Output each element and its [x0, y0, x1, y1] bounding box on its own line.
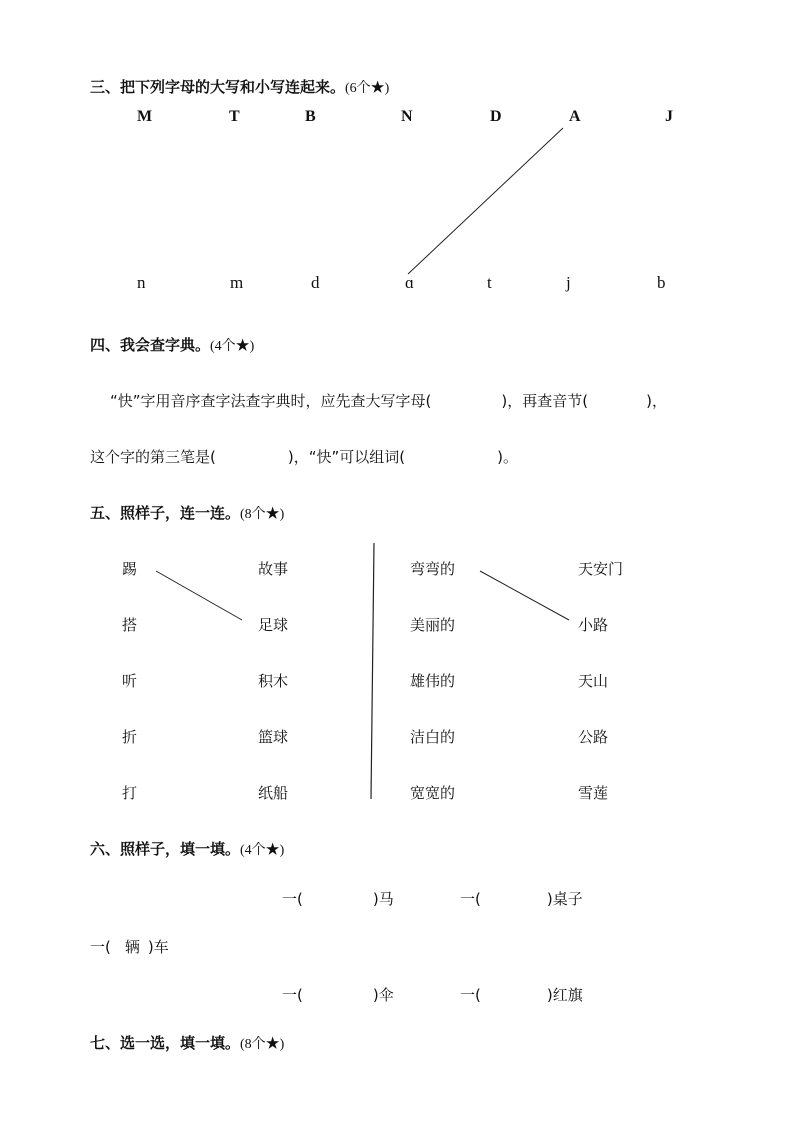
dictionary-line2-part-a: 这个字的第三笔是(	[90, 448, 216, 466]
upper-letter-d: D	[490, 108, 502, 125]
verb-item: 听	[122, 672, 138, 690]
verb-item: 打	[122, 784, 138, 802]
section4-title: 四、我会查字典。	[90, 336, 211, 354]
adjective-item: 洁白的	[410, 728, 456, 746]
object-item: 足球	[258, 616, 289, 634]
verb-item: 搭	[122, 616, 138, 634]
noun-item: 天山	[578, 672, 609, 690]
section3-title: 三、把下列字母的大写和小写连起来。	[90, 78, 346, 96]
column-divider	[371, 543, 374, 799]
lower-letter-a: ɑ	[405, 273, 414, 292]
upper-letter-a: A	[569, 108, 581, 125]
connection-line-a	[408, 128, 563, 274]
measure-open: 一(	[460, 890, 481, 908]
object-item: 篮球	[258, 728, 289, 746]
dictionary-line2-part-c: )。	[497, 448, 518, 466]
object-item: 纸船	[258, 784, 289, 802]
noun-item: 雪莲	[578, 784, 609, 802]
connection-line-path	[480, 571, 569, 620]
measure-open: 一(	[282, 986, 303, 1004]
section6-score: (4个★)	[240, 843, 285, 858]
measure-close: )车	[147, 938, 169, 956]
connection-line-kick-ball	[156, 571, 242, 620]
upper-letter-m: M	[137, 108, 153, 125]
dictionary-line1-part-c: )，	[646, 392, 667, 410]
section5-title: 五、照样子，连一连。	[90, 504, 241, 522]
adjective-item: 雄伟的	[410, 672, 456, 690]
object-item: 故事	[258, 560, 289, 578]
object-item: 积木	[258, 672, 289, 690]
section6-title: 六、照样子，填一填。	[90, 840, 241, 858]
noun-item: 天安门	[578, 560, 624, 578]
measure-close: )桌子	[546, 890, 583, 908]
lower-letter-b: b	[657, 273, 666, 292]
verb-item: 折	[122, 728, 138, 746]
verb-item: 踢	[122, 560, 138, 578]
upper-letter-b: B	[305, 108, 316, 125]
section7-score: (8个★)	[240, 1037, 285, 1052]
measure-open: 一(	[460, 986, 481, 1004]
dictionary-line1-part-b: )，再查音节(	[501, 392, 589, 410]
measure-close: )伞	[372, 986, 394, 1004]
upper-letter-t: T	[229, 108, 240, 125]
measure-close: )红旗	[546, 986, 583, 1004]
measure-example-fill: 辆	[124, 938, 140, 956]
adjective-item: 弯弯的	[410, 560, 456, 578]
lower-letter-t: t	[487, 273, 492, 292]
adjective-item: 宽宽的	[410, 784, 456, 802]
section3-score: (6个★)	[345, 81, 390, 96]
lower-letter-m: m	[230, 273, 244, 292]
lower-letter-j: j	[566, 273, 571, 292]
upper-letter-j: J	[665, 108, 673, 125]
adjective-item: 美丽的	[410, 616, 456, 634]
dictionary-line1-part-a: “快”字用音序查字法查字典时，应先查大写字母(	[110, 392, 432, 410]
dictionary-line2-part-b: )，“快”可以组词(	[287, 448, 406, 466]
section7-title: 七、选一选，填一填。	[90, 1034, 241, 1052]
measure-open: 一(	[90, 938, 111, 956]
measure-close: )马	[372, 890, 394, 908]
lower-letter-n: n	[137, 273, 146, 292]
noun-item: 公路	[578, 728, 609, 746]
measure-open: 一(	[282, 890, 303, 908]
upper-letter-n: N	[401, 108, 413, 125]
section5-score: (8个★)	[240, 507, 285, 522]
noun-item: 小路	[578, 616, 609, 634]
section4-score: (4个★)	[210, 339, 255, 354]
lower-letter-d: d	[311, 273, 320, 292]
